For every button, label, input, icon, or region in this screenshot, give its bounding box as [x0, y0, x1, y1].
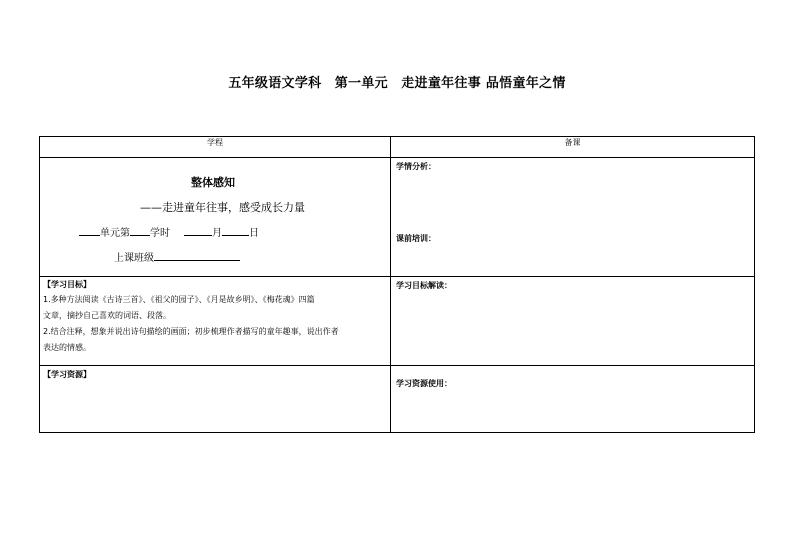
pre-class-training-label: 课前培训： — [396, 234, 436, 243]
header-study-process: 学程 — [40, 137, 391, 158]
resources-usage-label: 学习资源使用： — [396, 379, 452, 388]
month-blank[interactable] — [184, 224, 212, 236]
goal-1-line-2: 文章，摘抄自己喜欢的词语、段落。 — [43, 311, 171, 320]
table-row-overview — [40, 158, 755, 277]
table-row-goals — [40, 277, 755, 366]
unit-period-date-line — [79, 224, 259, 239]
table-header-row — [40, 137, 755, 158]
day-blank[interactable] — [222, 224, 249, 236]
goals-heading: 【学习目标】 — [43, 280, 91, 289]
goals-cell — [40, 277, 391, 366]
month-label: 月 — [212, 228, 222, 239]
resources-heading: 【学习资源】 — [43, 370, 91, 379]
learning-analysis-label: 学情分析： — [396, 162, 436, 171]
unit-blank[interactable] — [79, 224, 100, 236]
learning-analysis-cell — [391, 158, 755, 277]
overview-heading: 整体感知 — [191, 176, 235, 189]
table-row-resources — [40, 366, 755, 433]
period-blank[interactable] — [130, 224, 150, 236]
resources-usage-cell — [391, 366, 755, 433]
day-label: 日 — [249, 228, 259, 239]
goal-2-line-2: 表达的情感。 — [43, 343, 91, 352]
unit-label: 单元第 — [100, 228, 130, 239]
overview-cell — [40, 158, 391, 277]
goals-interpretation-cell — [391, 277, 755, 366]
overview-subheading: ——走进童年往事，感受成长力量 — [140, 201, 305, 214]
header-lesson-prep: 备课 — [391, 137, 755, 158]
document-title: 五年级语文学科 第一单元 走进童年往事 品悟童年之情 — [228, 76, 566, 91]
goal-2-line-1: 2.结合注释，想象并说出诗句描绘的画面；初步梳理作者描写的童年趣事，说出作者 — [43, 327, 339, 336]
class-label: 上课班级 — [114, 253, 154, 264]
class-line — [114, 249, 240, 264]
resources-cell — [40, 366, 391, 433]
lesson-plan-table — [39, 136, 755, 433]
goal-1-line-1: 1.多种方法阅读《古诗三首》、《祖父的园子》、《月是故乡明》、《梅花魂》四篇 — [43, 295, 315, 304]
class-blank[interactable] — [154, 249, 240, 261]
period-label: 学时 — [150, 228, 170, 239]
goals-interpretation-label: 学习目标解读： — [396, 281, 452, 290]
